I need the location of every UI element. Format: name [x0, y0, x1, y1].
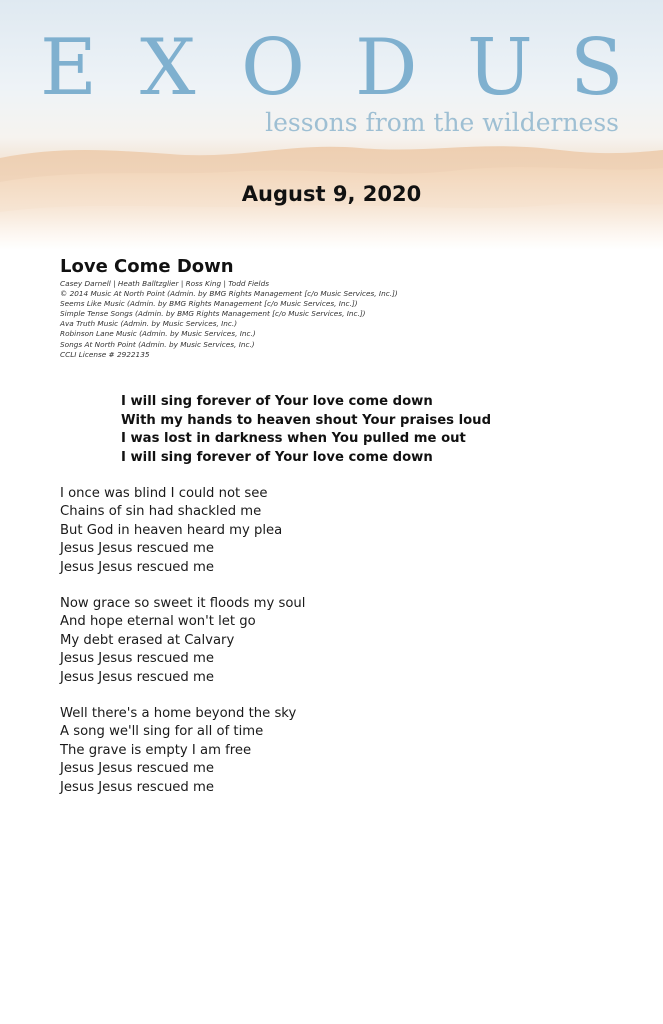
lyric-line: Chains of sin had shackled me	[60, 504, 262, 520]
chorus-line: I will sing forever of Your love come down	[121, 449, 433, 465]
song-title: Love Come Down	[60, 256, 234, 277]
song-credits	[60, 279, 398, 360]
service-date: August 9, 2020	[241, 182, 422, 206]
chorus	[121, 393, 491, 467]
verse-2	[60, 595, 305, 687]
lyric-line: And hope eternal won't let go	[60, 614, 256, 630]
lyric-line: Jesus Jesus rescued me	[60, 651, 214, 667]
lyric-line: Jesus Jesus rescued me	[60, 669, 214, 685]
verse-1	[60, 485, 282, 577]
lyric-line: Jesus Jesus rescued me	[60, 779, 214, 795]
verse-3	[60, 705, 296, 797]
credit-line: CCLI License # 2922135	[60, 349, 150, 359]
credit-line: Robinson Lane Music (Admin. by Music Services, Inc.)	[60, 329, 256, 339]
lyric-line: Jesus Jesus rescued me	[60, 761, 214, 777]
lyric-line: Jesus Jesus rescued me	[60, 541, 214, 557]
lyric-line: Jesus Jesus rescued me	[60, 559, 214, 575]
lyric-line: My debt erased at Calvary	[60, 632, 235, 648]
chorus-line: I will sing forever of Your love come down	[121, 394, 433, 409]
credit-line: Simple Tense Songs (Admin. by BMG Rights Management [c/o Music Services, Inc.])	[60, 309, 366, 319]
credit-line: Seems Like Music (Admin. by BMG Rights Management [c/o Music Services, Inc.])	[60, 299, 358, 309]
lyric-line: A song we'll sing for all of time	[60, 724, 264, 740]
title-letter: S	[570, 23, 624, 113]
title-letter: U	[467, 23, 533, 113]
credit-line: Casey Darnell | Heath Balltzglier | Ross King | Todd Fields	[60, 279, 270, 288]
series-subtitle: lessons from the wilderness	[265, 108, 619, 137]
chorus-line: I was lost in darkness when You pulled me out	[121, 431, 466, 447]
chorus-line: With my hands to heaven shout Your praises loud	[121, 412, 492, 428]
lyric-line: The grave is empty I am free	[60, 742, 252, 758]
title-letter: D	[355, 23, 418, 113]
lyric-line: I once was blind I could not see	[60, 486, 268, 501]
credit-line: Songs At North Point (Admin. by Music Services, Inc.)	[60, 339, 255, 349]
lyric-line: Now grace so sweet it floods my soul	[60, 596, 306, 611]
series-title	[0, 23, 663, 113]
title-letter: O	[241, 23, 305, 113]
lyric-line: Well there's a home beyond the sky	[60, 706, 297, 721]
header-banner	[0, 0, 663, 250]
credit-line: Ava Truth Music (Admin. by Music Services, Inc.)	[60, 319, 238, 329]
title-letter: X	[140, 23, 196, 113]
title-letter: E	[40, 23, 97, 113]
credit-line: © 2014 Music At North Point (Admin. by BMG Rights Management [c/o Music Services, Inc.])	[60, 289, 398, 299]
lyric-line: But God in heaven heard my plea	[60, 522, 283, 538]
